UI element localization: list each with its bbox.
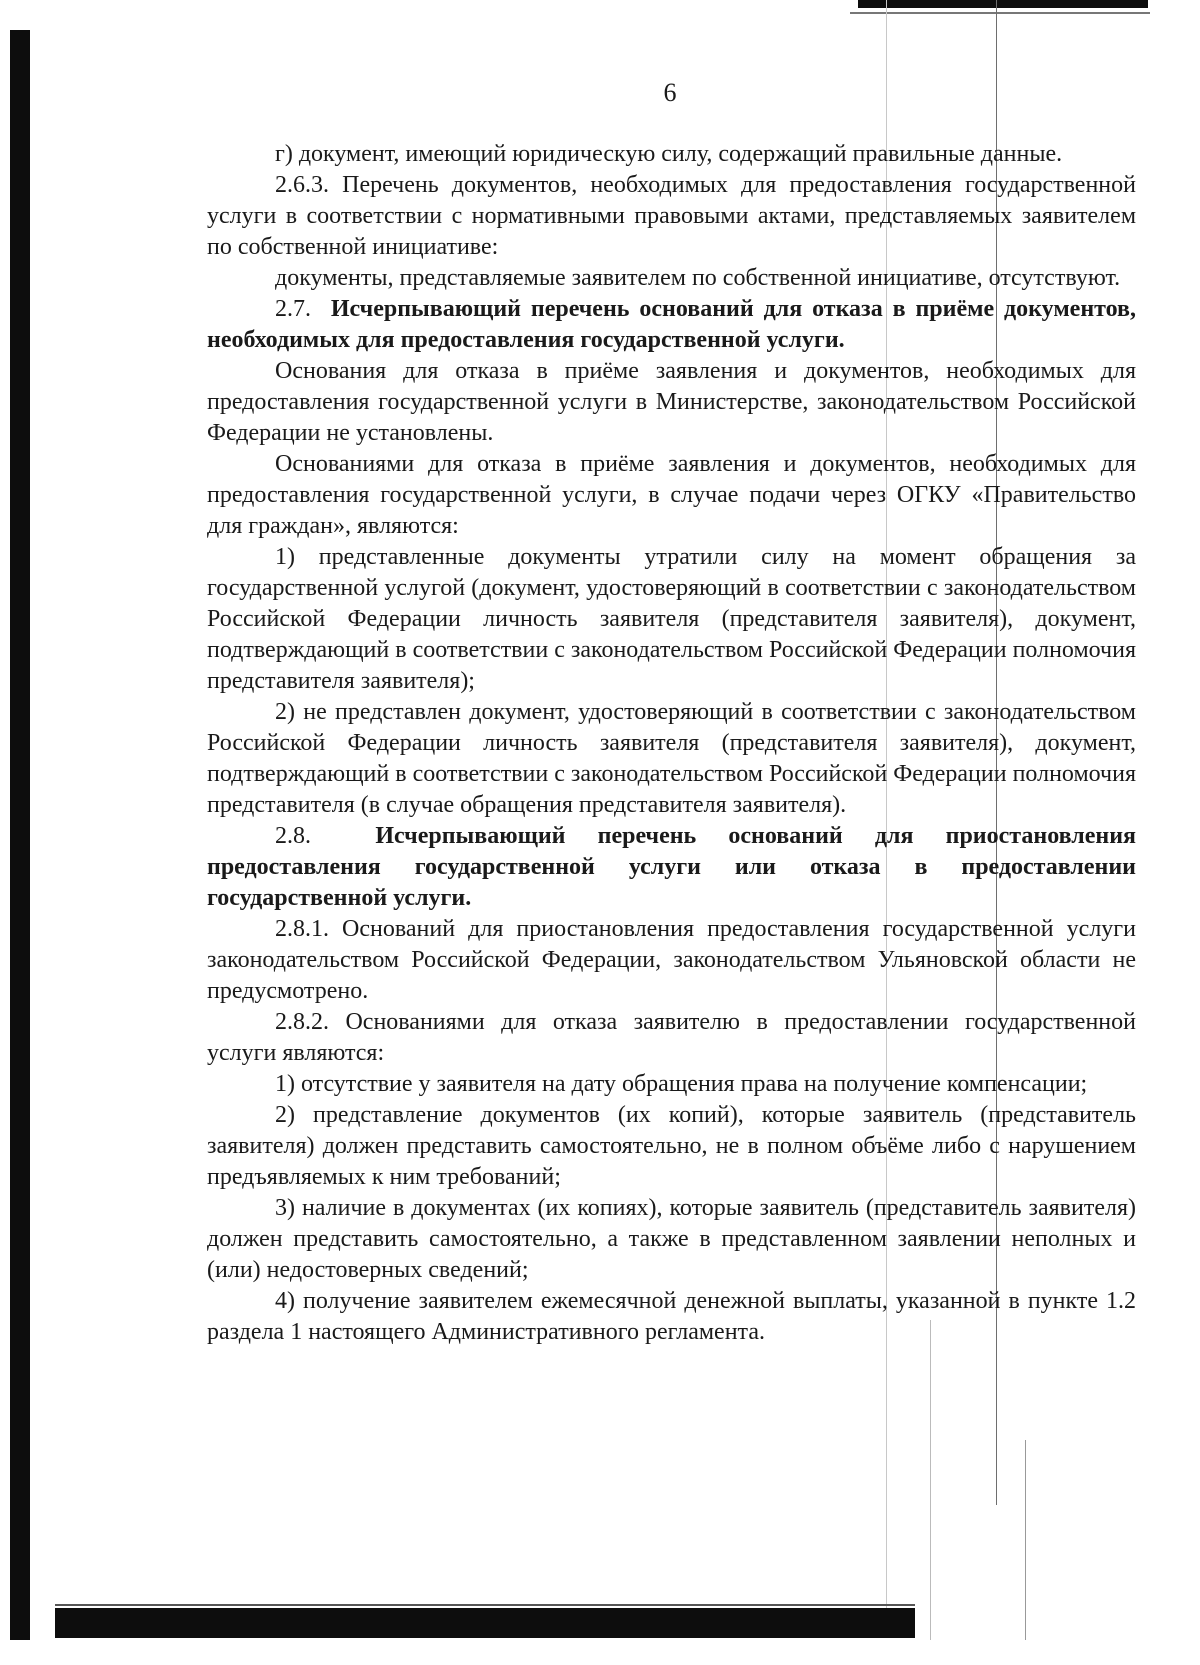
paragraph-text: 2.6.3. Перечень документов, необходимых для предоставления государственной услуги в соответствии с нормативными правовыми актами, представляемых заявителем по собственной инициативе: [207, 172, 1136, 260]
list-item-text: 1) отсутствие у заявителя на дату обращения права на получение компенсации; [275, 1071, 1088, 1097]
paragraph [207, 914, 1136, 1007]
scan-edge-bottom-line [55, 1604, 915, 1606]
document-body [207, 139, 1136, 1348]
paragraph [207, 263, 1136, 294]
section-heading-text: Исчерпывающий перечень оснований для отказа в приёме документов, необходимых для предоставления государственной услуги. [207, 296, 1136, 353]
scan-edge-top [858, 0, 1148, 8]
list-item [207, 1286, 1136, 1348]
scan-edge-bottom [55, 1608, 915, 1638]
section-number: 2.7. [275, 296, 311, 322]
paragraph [207, 170, 1136, 263]
paragraph-text: 2.8.1. Оснований для приостановления предоставления государственной услуги законодательством Российской Федерации, законодательством Ульяновской области не предусмотрено. [207, 916, 1136, 1004]
paragraph-text: 2.8.2. Основаниями для отказа заявителю в предоставлении государственной услуги являются: [207, 1009, 1136, 1066]
list-item [207, 542, 1136, 697]
section-heading [207, 294, 1136, 356]
list-item-text: 3) наличие в документах (их копиях), которые заявитель (представитель заявителя) должен представить самостоятельно, а также в представленном заявлении неполных и (или) недостоверных сведений; [207, 1195, 1136, 1283]
paragraph-text: г) документ, имеющий юридическую силу, содержащий правильные данные. [275, 141, 1063, 167]
scan-fold-line-lower [1025, 1440, 1026, 1640]
paragraph [207, 356, 1136, 449]
section-heading [207, 821, 1136, 914]
paragraph [207, 449, 1136, 542]
list-item [207, 1100, 1136, 1193]
paragraph [207, 1007, 1136, 1069]
list-item-text: 1) представленные документы утратили силу на момент обращения за государственной услугой (документ, удостоверяющий в соответствии с законодательством Российской Федерации личность заявителя (представителя заявителя), документ, подтверждающий в соответствии с законодательством Российской Федерации полномочия представителя заявителя); [207, 544, 1136, 694]
paragraph-text: документы, представляемые заявителем по собственной инициативе, отсутствуют. [275, 265, 1121, 291]
list-item [207, 697, 1136, 821]
paragraph [207, 139, 1136, 170]
page-number: 6 [663, 78, 677, 107]
list-item-text: 4) получение заявителем ежемесячной денежной выплаты, указанной в пункте 1.2 раздела 1 настоящего Административного регламента. [207, 1288, 1136, 1345]
list-item-text: 2) представление документов (их копий), которые заявитель (представитель заявителя) должен представить самостоятельно, не в полном объёме либо с нарушением предъявляемых к ним требований; [207, 1102, 1136, 1190]
list-item [207, 1193, 1136, 1286]
paragraph-text: Основаниями для отказа в приёме заявления и документов, необходимых для предоставления государственной услуги, в случае подачи через ОГКУ «Правительство для граждан», являются: [207, 451, 1136, 539]
section-heading-text: Исчерпывающий перечень оснований для приостановления предоставления государственной услуги или отказа в предоставлении государственной услуги. [207, 823, 1137, 911]
section-number: 2.8. [275, 823, 311, 849]
scan-fold-line-bottom [930, 1320, 931, 1640]
scan-edge-left [10, 30, 30, 1640]
list-item-text: 2) не представлен документ, удостоверяющий в соответствии с законодательством Российской Федерации личность заявителя (представителя заявителя), документ, подтверждающий в соответствии с законодательством Российской Федерации полномочия представителя (в случае обращения представителя заявителя). [207, 699, 1136, 818]
paragraph-text: Основания для отказа в приёме заявления и документов, необходимых для предоставления государственной услуги в Министерстве, законодательством Российской Федерации не установлены. [207, 358, 1136, 446]
list-item [207, 1069, 1136, 1100]
scan-edge-top-line [850, 12, 1150, 14]
